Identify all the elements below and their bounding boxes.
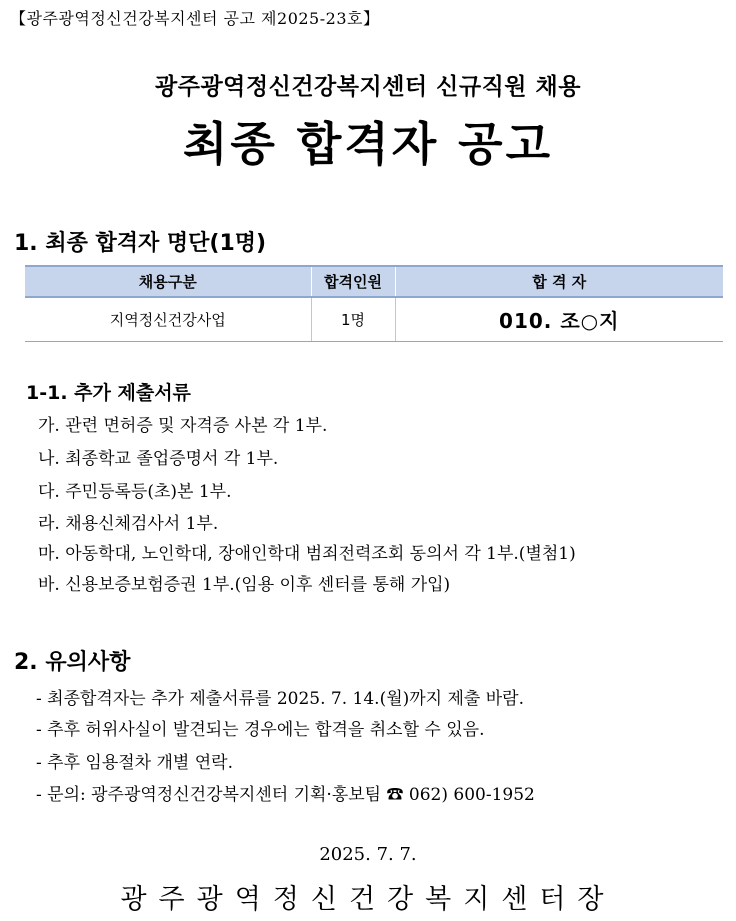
list-item: - 문의: 광주광역정신건강복지센터 기획·홍보팀 ☎ 062) 600-1952 <box>36 785 535 805</box>
list-item: 다. 주민등록등(초)본 1부. <box>38 482 232 502</box>
table-row <box>25 297 723 342</box>
page-subtitle: 광주광역정신건강복지센터 신규직원 채용 <box>155 74 581 100</box>
column-header-count: 합격인원 <box>311 266 395 297</box>
section2-heading: 2. 유의사항 <box>14 650 131 675</box>
table-header-row <box>25 266 723 297</box>
cell-category: 지역정신건강사업 <box>25 297 311 342</box>
list-item: - 최종합격자는 추가 제출서류를 2025. 7. 14.(월)까지 제출 바람. <box>36 689 525 709</box>
column-header-passer: 합 격 자 <box>395 266 723 297</box>
column-header-category: 채용구분 <box>25 266 311 297</box>
list-item: 나. 최종학교 졸업증명서 각 1부. <box>38 449 279 469</box>
list-item: 가. 관련 면허증 및 자격증 사본 각 1부. <box>38 416 328 436</box>
notice-number: 【광주광역정신건강복지센터 공고 제2025-23호】 <box>10 9 380 28</box>
page-title: 최종 합격자 공고 <box>182 117 554 171</box>
final-passers-table <box>25 265 723 342</box>
cell-passer: 010. 조○지 <box>395 297 723 342</box>
issuer-signature: 광주광역정신건강복지센터장 <box>120 884 616 915</box>
list-item: - 추후 허위사실이 발견되는 경우에는 합격을 취소할 수 있음. <box>36 720 485 740</box>
cell-count: 1명 <box>311 297 395 342</box>
list-item: 라. 채용신체검사서 1부. <box>38 514 219 534</box>
list-item: 바. 신용보증보험증권 1부.(임용 이후 센터를 통해 가입) <box>38 575 451 595</box>
list-item: - 추후 임용절차 개별 연락. <box>36 753 233 773</box>
documents-heading: 1-1. 추가 제출서류 <box>26 382 191 404</box>
list-item: 마. 아동학대, 노인학대, 장애인학대 범죄전력조회 동의서 각 1부.(별첨1) <box>38 544 576 564</box>
section1-heading: 1. 최종 합격자 명단(1명) <box>14 231 267 256</box>
notice-date: 2025. 7. 7. <box>319 844 417 865</box>
